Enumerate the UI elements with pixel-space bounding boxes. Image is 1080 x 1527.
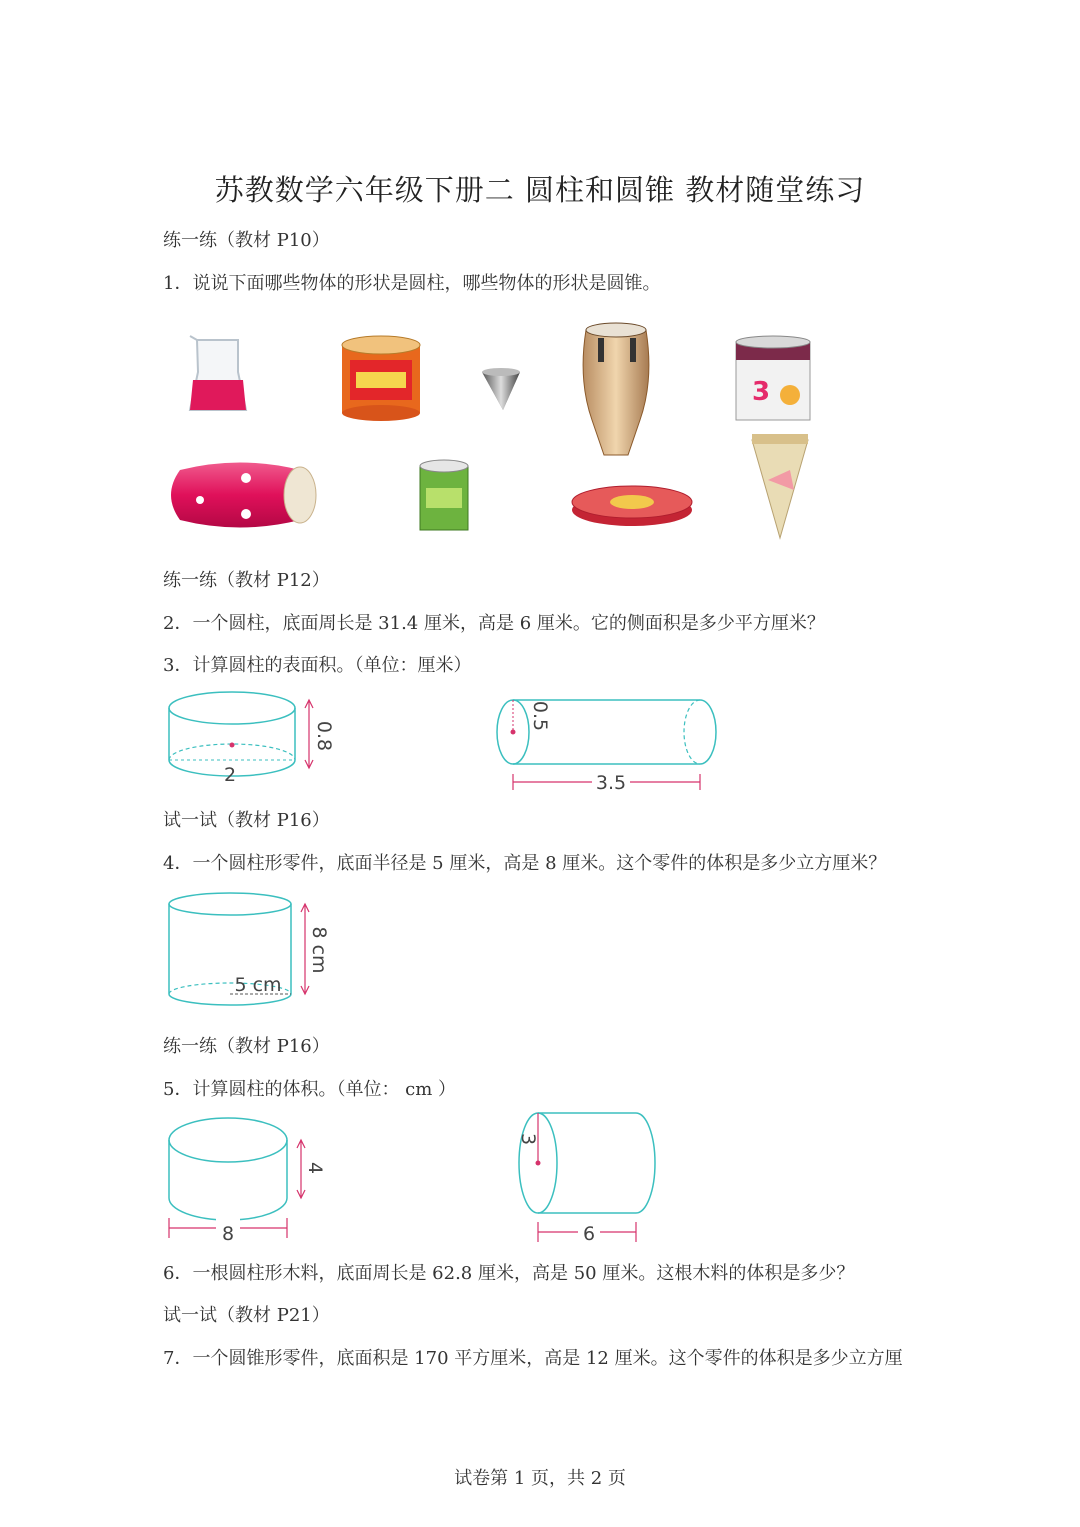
question-2: 2．一个圆柱，底面周长是 31.4 厘米，高是 6 厘米。它的侧面积是多少平方厘米？ [163,613,825,634]
question-3: 3．计算圆柱的表面积。（单位：厘米） [163,655,472,676]
q3a-height-label: 0.8 [313,720,335,752]
q3a-diameter-label: 2 [224,764,237,786]
q4-radius-label: 5 cm [234,974,282,996]
question-1: 1．说说下面哪些物体的形状是圆柱，哪些物体的形状是圆锥。 [163,273,661,294]
section-heading: 练一练（教材 P10） [163,230,330,251]
section-heading: 试一试（教材 P21） [163,1305,330,1326]
q5b-length-label: 6 [582,1223,596,1245]
question-6: 6．一根圆柱形木料，底面周长是 62.8 厘米，高是 50 厘米。这根木料的体积是多少？ [163,1263,855,1284]
section-heading: 练一练（教材 P16） [163,1036,330,1057]
section-heading: 练一练（教材 P12） [163,570,330,591]
q3b-radius-label: 0.5 [529,700,551,732]
page-footer: 试卷第 1 页，共 2 页 [454,1468,626,1489]
q5a-diameter-label: 8 [221,1223,235,1245]
q5b-radius-label: 3 [517,1132,539,1146]
question-5: 5．计算圆柱的体积。（单位： cm ） [163,1079,457,1100]
question-7: 7．一个圆锥形零件，底面积是 170 平方厘米，高是 12 厘米。这个零件的体积是多少立方厘 [163,1348,903,1369]
q3b-length-label: 3.5 [595,772,627,794]
svg-text:3: 3 [752,377,771,407]
question-4: 4．一个圆柱形零件，底面半径是 5 厘米，高是 8 厘米。这个零件的体积是多少立方厘米？ [163,853,887,874]
page-title: 苏教数学六年级下册二 圆柱和圆锥 教材随堂练习 [214,173,866,207]
q4-height-label: 8 cm [308,926,330,974]
q5a-height-label: 4 [304,1161,326,1175]
section-heading: 试一试（教材 P16） [163,810,330,831]
